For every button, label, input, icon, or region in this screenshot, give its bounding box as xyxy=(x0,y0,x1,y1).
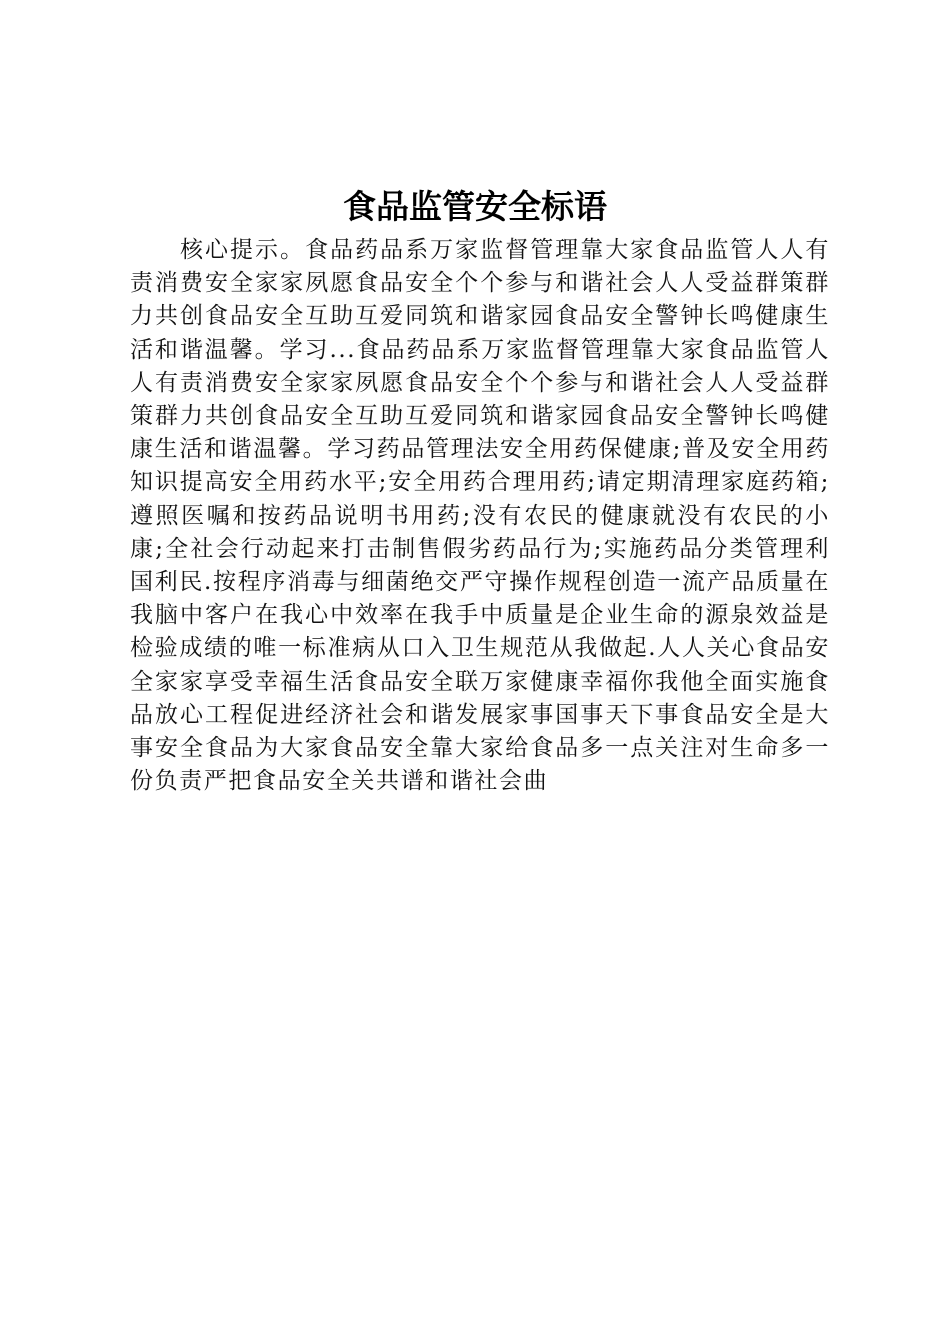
document-body-paragraph: 核心提示。食品药品系万家监督管理靠大家食品监管人人有责消费安全家家夙愿食品安全个个参与和谐社会人人受益群策群力共创食品安全互助互爱同筑和谐家园食品安全警钟长鸣健康生活和谐温馨。学习...食品药品系万家监督管理靠大家食品监管人人有责消费安全家家夙愿食品安全个个参与和谐社会人人受益群策群力共创食品安全互助互爱同筑和谐家园食品安全警钟长鸣健康生活和谐温馨。学习药品管理法安全用药保健康;普及安全用药知识提高安全用药水平;安全用药合理用药;请定期清理家庭药箱;遵照医嘱和按药品说明书用药;没有农民的健康就没有农民的小康;全社会行动起来打击制售假劣药品行为;实施药品分类管理利国利民.按程序消毒与细菌绝交严守操作规程创造一流产品质量在我脑中客户在我心中效率在我手中质量是企业生命的源泉效益是检验成绩的唯一标准病从口入卫生规范从我做起.人人关心食品安全家家享受幸福生活食品安全联万家健康幸福你我他全面实施食品放心工程促进经济社会和谐发展家事国事天下事食品安全是大事安全食品为大家食品安全靠大家给食品多一点关注对生命多一份负责严把食品安全关共谱和谐社会曲 xyxy=(130,237,830,795)
document-title: 食品监管安全标语 xyxy=(343,187,607,226)
